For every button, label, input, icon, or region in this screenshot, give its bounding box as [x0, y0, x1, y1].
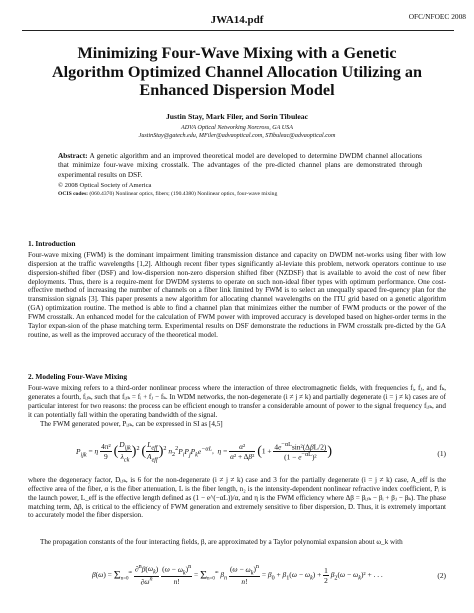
affiliation-org: ADVA Optical Networking Norcross, GA USA — [181, 125, 293, 131]
equation-2: $\beta(\omega) = \Sigma_{n=0}^\infty$ $\frac{\partial^n\beta(\omega_k)}{\partial\omega^n}$ $\frac{(\omega - \omega_k)^n}{n!}$ = $\Sigma_{n=0}^\infty$ $\beta_n$ $\frac{(\omega - \omega_k)^n}{n!}$ = $\beta_0 + \beta_1(\omega - \omega_k)$ + $\frac{1}{2}$ $\beta_2(\omega - \omega_k)^2$ + . . . — [92, 564, 383, 587]
abstract — [58, 151, 422, 179]
affiliation — [0, 124, 474, 140]
section-heading-modeling: 2. Modeling Four-Wave Mixing — [28, 372, 128, 381]
modeling-paragraph-4: The propagation constants of the four interacting fields, β, are approximated by a Taylor polynomial expansion about ω_k with — [40, 538, 403, 546]
section-heading-introduction: 1. Introduction — [28, 239, 76, 248]
affiliation-emails: JustinStay@gatech.edu, MFiler@advaoptical.com, STibuleac@advaoptical.com — [138, 133, 336, 139]
abstract-text: A genetic algorithm and an improved theoretical model are developed to determine DWDM channel allocations that minimize four-wave mixing crosstalk. The advantages of the pre-dicted channel plans are demonstrated through experimental results on DSF. — [58, 151, 423, 179]
equation-1-number: (1) — [437, 449, 446, 458]
modeling-paragraph-3: where the degeneracy factor, Dᵢⱼₖ, is 6 for the non-degenerate (i ≠ j ≠ k) case and 3 for the partially degenerate (i = j ≠ k) case, A_eff is the effective area of the fiber, α is the fiber attenuation, L is the fiber length, n₂ is the intensity-dependent nonlinear refractive index coefficient, Pᵢ is the launch power, L_eff is the effective length defined as (1 − e^(−αL))/α, and η is the FWM efficiency where Δβ = βᵢⱼₖ − βᵢ + βⱼ − βₖ). The phase matching term, Δβ, is critical to the efficiency of FWM generation and extremely sensitive to fiber dispersion, D. Thus, it is extremely important to accurately model the fiber dispersion. — [28, 476, 446, 520]
paper-title: Minimizing Four-Wave Mixing with a Genetic Algorithm Optimized Channel Allocation Utilizing an Enhanced Dispersion Model — [51, 44, 423, 100]
introduction-paragraph: Four-wave mixing (FWM) is the dominant impairment limiting transmission distance and capacity on DWDM net-works using fiber with low dispersion at the traffic wavelengths [1,2]. Although recent fiber types significantly al-leviate this problem, network operators continue to use dispersion-shifted fiber (DSF) and low-dispersion non-zero dispersion shifted fiber (NZDSF) that is available to avoid the cost of new fiber deployments. Thus, there is a require-ment for DWDM systems to operate on such non-ideal fiber types with optimum performance. One cost-effective method of increasing the number of channels on a fiber link limited by FWM is to select an unequally spaced fre-quency plan for the transmission signals [3]. This paper presents a new algorithm for allocating channel wavelengths on the ITU grid based on a genetic algorithm (GA) optimization routine. The method is able to find a channel plan that minimizes either the number of FWM products or the power of the FWM crosstalk. An enhanced model for the calculation of FWM power with improved accuracy is developed based on higher-order terms in the Taylor expan-sion of the phase matching term. Experimental results on DSF demonstrate the reductions in FWM crosstalk pre-dicted by the GA routine, as well as the improved accuracy of the theoretical model. — [28, 251, 446, 339]
conference-label: OFC/NFOEC 2008 — [408, 12, 466, 21]
modeling-paragraph-1: Four-wave mixing refers to a third-order nonlinear process where the interaction of three electromagnetic fields, with frequencies fᵢ, fⱼ, and fₖ, generates a fourth, fᵢⱼₖ, such that fᵢⱼₖ = fᵢ + fⱼ − fₖ. In WDM networks, the non-degenerate (i ≠ j ≠ k) and partially degenerate (i = j ≠ k) cases are of particular interest for two reasons: the process can be efficient enough to transfer a considerable amount of power to the signal frequency fᵢⱼₖ, and it can potentially fall within the operating bandwidth of the signal. — [28, 384, 446, 419]
header-rule — [22, 30, 454, 31]
ocis-codes — [58, 191, 277, 197]
copyright: © 2008 Optical Society of America — [58, 182, 152, 189]
modeling-paragraph-2: The FWM generated power, Pᵢⱼₖ, can be expressed in SI as [4,5] — [40, 420, 223, 428]
equation-2-number: (2) — [437, 571, 446, 580]
ocis-text: (060.4370) Nonlinear optics, fibers; (190.4380) Nonlinear optics, four-wave mixing — [89, 191, 278, 197]
paper-id: JWA14.pdf — [210, 14, 264, 26]
abstract-label: Abstract: — [58, 151, 88, 160]
equation-1: $P_{ijk} = \eta$ $\frac{\text{4π²}}{9}$ ( $\frac{D_{ijk}}{\lambda_{ck}}$ )$^2$ ( $\frac{L_{eff}}{A_{eff}}$ )$^2$ $n_2^2P_iP_jP_ke^{-\alpha L}$, η = $\frac{\text{α²}}{\text{α² + Δβ²}}$ (1 + $\frac{4e^{-\alpha L}\sin^2(\Delta\beta L/2)}{(1 - e^{-\alpha L})^2}$ ) — [76, 440, 333, 464]
ocis-label: OCIS codes: — [58, 191, 88, 197]
authors: Justin Stay, Mark Filer, and Sorin Tibuleac — [165, 112, 309, 121]
